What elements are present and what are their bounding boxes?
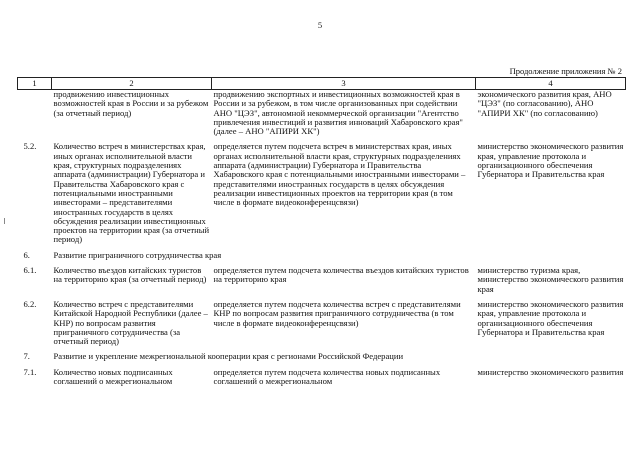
row-number: 7.1. — [23, 366, 37, 377]
table-row — [18, 90, 626, 137]
table-row — [18, 136, 626, 244]
margin-mark — [4, 218, 5, 224]
responsible-cell: министерство экономического развития края, управление протокола и организационного обеспечения Губернатора и Правительства края — [477, 298, 624, 337]
table-row — [18, 362, 626, 387]
section-number: 7. — [23, 351, 30, 362]
indicator-cell: Количество встреч с представителями Китайской Народной Республики (далее – КНР) по вопросам развития приграничного сотрудничества (за отчетный период) — [53, 298, 208, 347]
column-header-4: 4 — [476, 78, 626, 90]
indicator-cell: Количество новых подписанных соглашений о межрегиональном — [53, 366, 173, 387]
indicator-cell: Количество встреч в министерствах края, иных органах исполнительной власти края, структурных подразделениях аппарата (администрации) Губернатора и Правительства Хабаровского края с потенциальными иностранными инвесторами – представителями иностранных государств в целях обсуждения реализации инвестиционных проектов на территории края (за отчетный период) — [53, 141, 210, 245]
row-number: 6.2. — [23, 298, 37, 309]
indicators-table — [17, 77, 626, 386]
row-number: 6.1. — [23, 265, 37, 276]
responsible-cell: министерство экономического развития края, управление протокола и организационного обеспечения Губернатора и Правительства края — [477, 141, 624, 180]
row-number: 5.2. — [23, 141, 37, 152]
method-cell: определяется путем подсчета количества новых подписанных соглашений о межрегиональном — [213, 366, 441, 387]
method-cell: определяется путем подсчета количества въездов китайских туристов на территорию края — [213, 265, 469, 285]
responsible-cell: экономического развития края, АНО "ЦЭЗ" (по согласованию), АНО "АПИРИ ХК" (по согласованию) — [477, 89, 612, 118]
page-number: 5 — [317, 20, 323, 30]
method-cell: определяется путем подсчета количества встреч с представителями КНР по вопросам развития приграничного сотрудничества (в том числе в формате видеоконференцсвязи) — [213, 298, 461, 328]
responsible-cell: министерство экономического развития — [477, 366, 624, 377]
method-cell: определяется путем подсчета встреч в министерствах края, иных органах исполнительной власти края, структурных подразделениях аппарата (администрации) Губернатора и Правительства Хабаровского края с потенциальными иностранными инвесторами – представителями иностранных государств в целях обсуждения реализации инвестиционных проектов на территории края (в том числе в формате видеоконференцсвязи) — [213, 141, 466, 208]
indicator-cell: продвижению инвестиционных возможностей края в России и за рубежом (за отчетный период) — [53, 89, 209, 118]
responsible-cell: министерство туризма края, министерство экономического развития края — [477, 265, 624, 294]
section-row — [18, 346, 626, 361]
row-number — [18, 90, 52, 137]
table-row — [18, 294, 626, 346]
column-header-3: 3 — [212, 78, 476, 90]
section-row — [18, 245, 626, 260]
column-header-2: 2 — [52, 78, 212, 90]
table-row — [18, 260, 626, 294]
section-number: 6. — [23, 249, 30, 260]
table-header-row — [18, 78, 626, 90]
column-header-1: 1 — [18, 78, 52, 90]
section-title: Развитие приграничного сотрудничества края — [53, 249, 222, 260]
indicator-cell: Количество въездов китайских туристов на территорию края (за отчетный период) — [53, 265, 207, 285]
section-title: Развитие и укрепление межрегиональной кооперации края с регионами Российской Федерации — [53, 351, 404, 362]
continuation-label: Продолжение приложения № 2 — [509, 66, 622, 76]
method-cell: продвижению экспортных и инвестиционных возможностей края в России и за рубежом, в том числе организованных при содействии АНО "ЦЭЗ", автономной некоммерческой организации "Агентство привлечения инвестиций и развития инноваций Хабаровского края" (далее – АНО "АПИРИ ХК") — [213, 89, 463, 137]
